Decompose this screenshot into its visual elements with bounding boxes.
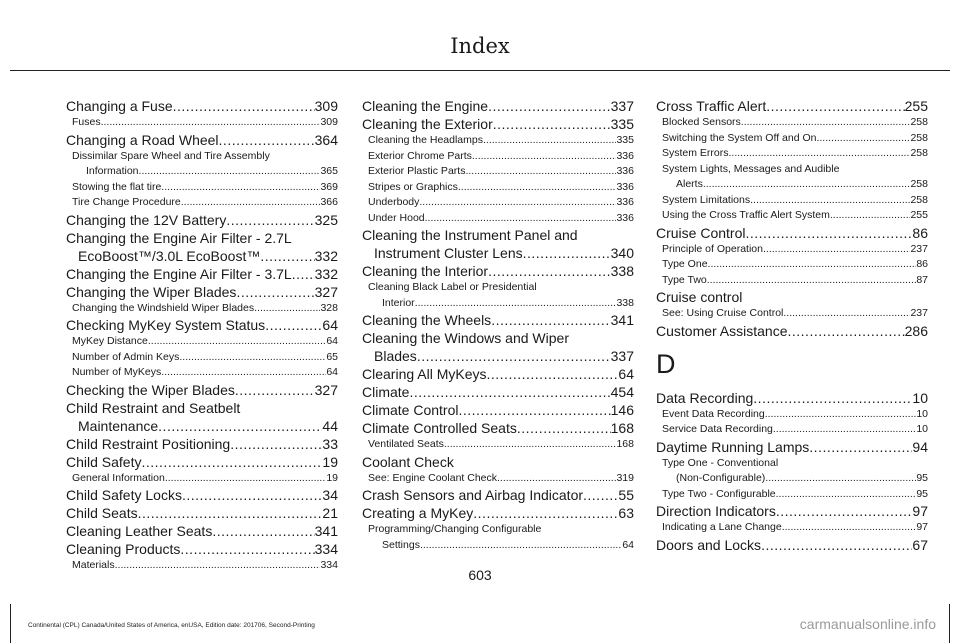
entry-term: Changing the Windshield Wiper Blades [72,301,255,314]
index-subentry [656,407,928,423]
dot-leader [753,389,912,407]
index-entry-heading: Cleaning the Instrument Panel and [362,227,578,243]
page-reference[interactable]: 341 [314,523,338,539]
index-entry [66,435,338,453]
dot-leader [745,224,912,242]
page-reference[interactable]: 87 [916,273,928,286]
page-reference[interactable]: 332 [314,265,338,282]
page-reference[interactable]: 336 [616,211,634,224]
dot-leader [707,273,917,289]
dot-leader [212,522,314,540]
index-entry [362,365,634,383]
entry-term: Child Safety Locks [66,487,182,503]
dot-leader [409,383,610,401]
dot-leader [260,247,314,265]
page-reference[interactable]: 34 [322,487,338,503]
index-entry [362,262,634,280]
dot-leader [763,242,910,258]
page-reference[interactable]: 325 [314,211,338,228]
entry-term: Doors and Locks [656,536,762,553]
entry-term: Customer Assistance [656,322,788,339]
entry-term: Type One [662,258,708,270]
page-reference[interactable]: 168 [616,438,634,450]
page-reference[interactable]: 21 [322,505,338,521]
index-subentry-heading: Programming/Changing Configurable [368,523,542,535]
entry-term: Exterior Plastic Parts [368,165,466,177]
index-entry-heading: Child Restraint and Seatbelt [66,399,241,416]
page-reference[interactable]: 146 [610,402,634,418]
index-entry [656,502,928,520]
entry-term: Changing a Fuse [66,98,173,114]
index-subentry [362,471,634,487]
index-subentry-heading: System Lights, Messages and Audible [662,162,840,175]
page-reference[interactable]: 328 [320,301,338,314]
entry-term: Under Hood [368,211,425,224]
entry-term: See: Engine Coolant Check [368,471,497,484]
entry-term: Cleaning the Headlamps [368,134,483,146]
page-number: 603 [468,567,492,583]
entry-term: Cleaning Leather Seats [66,523,213,539]
dot-leader [830,208,911,224]
index-subentry [656,193,928,209]
watermark: carmanualsonline.info [799,616,936,632]
page-reference[interactable]: 168 [610,420,634,436]
page-reference[interactable]: 255 [904,98,928,114]
page-reference[interactable]: 97 [912,503,928,519]
page-reference[interactable]: 67 [912,536,928,553]
index-entry [66,486,338,504]
entry-term: Cleaning the Interior [362,263,489,279]
dot-leader [708,257,917,273]
entry-term: EcoBoost™/3.0L EcoBoost™ [78,247,261,264]
page-reference[interactable]: 63 [618,505,634,521]
entry-term: Maintenance [78,417,159,434]
index-subentry [656,146,928,162]
index-subentry [656,242,928,258]
page-reference[interactable]: 335 [616,134,634,146]
entry-term: Clearing All MyKeys [362,366,487,382]
index-subentry [66,471,338,487]
dot-leader [517,419,611,437]
page-reference[interactable]: 86 [912,224,928,241]
index-subentry [362,149,634,165]
dot-leader [180,540,314,558]
index-entry [362,347,634,365]
index-entry [362,383,634,401]
dot-leader [158,417,322,435]
page-reference[interactable]: 336 [616,165,634,177]
entry-term: System Errors [662,147,729,159]
index-subentry [656,115,928,131]
entry-term: Instrument Cluster Lens [374,245,523,261]
dot-leader [148,334,326,350]
dot-leader [776,487,917,503]
entry-term: Ventilated Seats [368,438,444,450]
page-reference[interactable]: 309 [320,116,338,128]
dot-leader [488,97,611,115]
entry-term: Cleaning Products [66,541,181,557]
dot-leader [415,296,617,312]
entry-term: Underbody [368,196,420,208]
index-entry [656,224,928,242]
index-entry [66,211,338,229]
dot-leader [761,536,912,554]
index-column-1 [66,97,338,574]
entry-term: Stowing the flat tire [72,180,162,193]
entry-term: Cleaning the Exterior [362,116,493,132]
dot-leader [161,365,326,381]
dot-leader [138,504,323,522]
index-entry [656,322,928,340]
dot-leader [465,164,616,180]
dot-leader [179,350,326,366]
page-reference[interactable]: 319 [616,471,634,484]
index-subentry [656,257,928,273]
index-column-3 [656,97,928,554]
index-entry [362,486,634,504]
entry-term: Changing the Engine Air Filter - 3.7L [66,265,292,282]
entry-term: Principle of Operation [662,242,763,255]
entry-term: Climate [362,384,410,400]
entry-term: Fuses [72,116,101,128]
dot-leader [254,301,320,317]
page-reference[interactable]: 341 [610,312,634,328]
entry-term: Creating a MyKey [362,505,474,521]
dot-leader [425,211,617,227]
dot-leader [444,437,617,453]
index-entry [66,504,338,522]
dot-leader [765,407,917,423]
dot-leader [417,347,611,365]
entry-term: Information [86,165,139,177]
index-entry [362,115,634,133]
page-reference[interactable]: 65 [326,350,338,363]
entry-term: Alerts [676,178,703,190]
dot-leader [141,453,322,471]
index-subentry [362,133,634,149]
dot-leader [472,149,617,165]
dot-leader [219,131,315,149]
index-subentry [66,301,338,317]
index-subentry [362,296,634,312]
entry-term: Checking the Wiper Blades [66,381,235,398]
page-reference[interactable]: 10 [916,407,928,420]
index-subentry [656,422,928,438]
page-reference[interactable]: 336 [616,196,634,208]
index-subentry [66,350,338,366]
index-entry [66,522,338,540]
index-entry [66,417,338,435]
index-subentry [656,520,928,536]
dot-leader [487,365,619,383]
entry-term: Event Data Recording [662,407,765,420]
index-entry-heading: Cleaning the Windows and Wiper [362,330,569,346]
index-subentry [656,177,928,193]
page-reference[interactable]: 64 [618,366,634,382]
page-reference[interactable]: 10 [912,389,928,406]
entry-term: Crash Sensors and Airbag Indicator [362,487,584,503]
page-reference[interactable]: 327 [314,381,338,398]
entry-term: Stripes or Graphics [368,180,458,193]
dot-leader [523,244,611,262]
index-subentry-heading: Cleaning Black Label or Presidential [368,281,537,293]
page-reference[interactable]: 86 [916,258,928,270]
index-subentry-heading: Type One - Conventional [662,456,779,469]
index-entry [656,389,928,407]
entry-term: MyKey Distance [72,335,148,347]
dot-leader [765,471,916,487]
index-subentry [656,471,928,487]
index-subentry [362,211,634,227]
page-reference[interactable]: 33 [322,435,338,452]
page-reference[interactable]: 336 [616,149,634,162]
entry-term: Blades [374,348,417,364]
entry-term: System Limitations [662,193,751,206]
entry-term: Service Data Recording [662,423,773,435]
page-reference[interactable]: 64 [322,317,338,333]
page-reference[interactable]: 258 [910,147,928,159]
dot-leader [230,435,322,453]
dot-leader [458,180,617,196]
header-rule [10,70,950,71]
entry-term: Exterior Chrome Parts [368,149,472,162]
dot-leader [773,422,916,438]
dot-leader [809,438,912,456]
dot-leader [419,195,616,211]
dot-leader [491,311,610,329]
page-reference[interactable]: 327 [314,283,338,300]
entry-term: Child Seats [66,505,138,521]
dot-leader [729,146,911,162]
entry-term: See: Using Cruise Control [662,307,784,319]
index-entry-heading: Coolant Check [362,453,454,470]
index-subentry [362,164,634,180]
index-entry [656,536,928,554]
index-subentry [656,306,928,322]
index-subentry [66,115,338,131]
entry-term: Blocked Sensors [662,116,741,128]
page-reference[interactable]: 366 [320,196,338,208]
page-reference[interactable]: 338 [610,263,634,279]
dot-leader [182,486,322,504]
dot-leader [265,316,322,334]
index-entry [66,247,338,265]
entry-term: Cross Traffic Alert [656,98,767,114]
index-subentry [362,437,634,453]
entry-term: Materials [72,559,115,571]
dot-leader [741,115,911,131]
entry-term: Indicating a Lane Change [662,521,782,533]
index-entry [362,311,634,329]
page-title: Index [450,34,510,58]
index-entry [66,453,338,471]
index-entry [362,401,634,419]
index-entry [66,316,338,334]
index-entry [66,131,338,149]
page-reference[interactable]: 364 [314,131,338,148]
page-reference[interactable]: 97 [916,521,928,533]
index-subentry [66,164,338,180]
index-entry [362,97,634,115]
index-entry [656,438,928,456]
page-reference[interactable]: 237 [910,242,928,255]
page-reference[interactable]: 19 [326,471,338,484]
entry-term: Cruise Control [656,224,746,241]
dot-leader [783,306,910,322]
index-subentry [656,208,928,224]
index-subentry [66,195,338,211]
dot-leader [161,180,320,196]
page-reference[interactable]: 337 [610,98,634,114]
dot-leader [703,177,911,193]
dot-leader [750,193,910,209]
page-reference[interactable]: 454 [610,384,634,400]
dot-leader [101,115,321,131]
page-reference[interactable]: 64 [326,366,338,378]
dot-leader [583,486,618,504]
entry-term: Changing a Road Wheel [66,131,219,148]
index-subentry-heading: Dissimilar Spare Wheel and Tire Assembly [72,149,270,162]
page-reference[interactable]: 286 [904,322,928,339]
dot-leader [226,211,314,229]
index-entry [66,283,338,301]
entry-term: Daytime Running Lamps [656,438,810,455]
page-reference[interactable]: 258 [910,116,928,128]
entry-term: Child Safety [66,453,142,470]
entry-term: Child Restraint Positioning [66,435,231,452]
index-entry [66,265,338,283]
dot-leader [458,401,610,419]
entry-term: Changing the Wiper Blades [66,283,237,300]
dot-leader [173,97,315,115]
dot-leader [788,322,905,340]
page-reference[interactable]: 338 [616,296,634,309]
page-reference[interactable]: 64 [622,538,634,551]
entry-term: Data Recording [656,389,754,406]
dot-leader [181,195,321,211]
page-reference[interactable]: 340 [610,245,634,261]
edition-footer: Continental (CPL) Canada/United States of America, enUSA, Edition date: 201706, Second-Printing [28,622,315,629]
crop-mark-left [10,604,11,643]
entry-term: Using the Cross Traffic Alert System [662,209,830,221]
page-reference[interactable]: 369 [320,180,338,193]
dot-leader [488,262,611,280]
dot-leader [473,504,618,522]
dot-leader [165,471,327,487]
page-reference[interactable]: 258 [910,131,928,144]
index-entry [66,381,338,399]
index-entry [362,419,634,437]
index-column-2 [362,97,634,553]
dot-leader [766,97,904,115]
page-reference[interactable]: 332 [314,247,338,264]
page-reference[interactable]: 337 [610,348,634,364]
page-reference[interactable]: 94 [912,438,928,455]
dot-leader [235,381,315,399]
index-entry [362,244,634,262]
dot-leader [782,520,917,536]
page-reference[interactable]: 335 [610,116,634,132]
index-subentry [362,195,634,211]
entry-term: Direction Indicators [656,503,776,519]
page-reference[interactable]: 258 [910,193,928,206]
index-subentry [656,273,928,289]
entry-term: Number of Admin Keys [72,350,180,363]
page-reference[interactable]: 258 [910,178,928,190]
dot-leader [816,131,910,147]
index-subentry [656,131,928,147]
index-subentry [66,334,338,350]
index-subentry [362,180,634,196]
entry-term: Type Two - Configurable [662,487,776,500]
page-reference[interactable]: 95 [916,472,928,484]
page-reference[interactable]: 55 [618,487,634,503]
dot-leader [493,115,611,133]
entry-term: Climate Controlled Seats [362,420,517,436]
dot-leader [420,538,622,554]
page-reference[interactable]: 19 [322,453,338,470]
index-entry [66,540,338,558]
page-reference[interactable]: 10 [916,423,928,435]
index-entry-heading: Cruise control [656,289,743,305]
dot-leader [483,133,616,149]
page-reference[interactable]: 255 [910,209,928,221]
page-reference[interactable]: 64 [326,335,338,347]
entry-term: Changing the 12V Battery [66,211,227,228]
page-reference[interactable]: 334 [314,541,338,557]
index-subentry [66,365,338,381]
dot-leader [236,283,314,301]
entry-term: Settings [382,538,420,551]
entry-term: Type Two [662,273,707,286]
dot-leader [497,471,616,487]
page-reference[interactable]: 44 [322,417,338,434]
index-subentry [362,538,634,554]
dot-leader [139,164,321,180]
index-subentry [66,180,338,196]
index-letter-heading: D [656,348,676,379]
dot-leader [292,265,315,283]
entry-term: Checking MyKey System Status [66,317,266,333]
index-entry [656,97,928,115]
entry-term: Climate Control [362,402,459,418]
index-entry [66,97,338,115]
entry-term: Switching the System Off and On [662,131,817,144]
crop-mark-right [949,604,950,643]
index-entry [362,504,634,522]
page-reference[interactable]: 365 [320,165,338,177]
entry-term: Tire Change Procedure [72,196,181,208]
index-entry-heading: Changing the Engine Air Filter - 2.7L [66,229,292,246]
page-reference[interactable]: 309 [314,98,338,114]
entry-term: Interior [382,296,415,309]
page-reference[interactable]: 237 [910,307,928,319]
entry-term: Cleaning the Wheels [362,312,492,328]
entry-term: (Non-Configurable) [676,472,766,484]
dot-leader [776,502,913,520]
page-reference[interactable]: 334 [320,559,338,571]
page-reference[interactable]: 95 [916,487,928,500]
index-subentry [656,487,928,503]
entry-term: General Information [72,471,165,484]
page-reference[interactable]: 336 [616,180,634,193]
entry-term: Cleaning the Engine [362,98,489,114]
entry-term: Number of MyKeys [72,366,162,378]
